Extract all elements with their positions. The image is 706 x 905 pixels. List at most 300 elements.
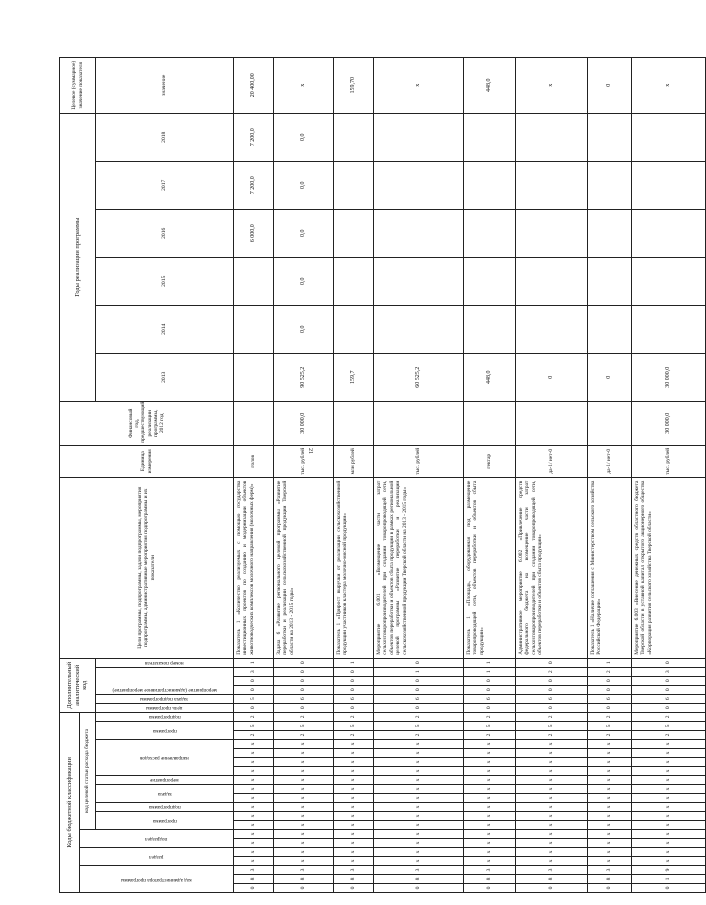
exp-direction-digit: x <box>334 758 374 767</box>
exp-program-digit: x <box>274 812 334 821</box>
year-value-cell: 6 000,0 <box>234 209 274 257</box>
razdel-digit: x <box>374 848 464 857</box>
year-value-cell <box>588 161 632 209</box>
an-program-digit: 5 <box>334 722 374 731</box>
target-value-cell: x <box>632 57 706 113</box>
exp-direction-digit: x <box>632 749 706 758</box>
year-value-cell: 0,0 <box>274 305 334 353</box>
exp-direction-digit: x <box>464 758 516 767</box>
razdel-header: раздел <box>80 848 234 866</box>
target-value-header: значение <box>96 57 234 113</box>
target-value-cell: x <box>274 57 334 113</box>
year-value-cell: 0 <box>516 353 588 401</box>
year-value-cell: 159,7 <box>334 353 374 401</box>
an-program-digit: 5 <box>632 722 706 731</box>
year-value-cell <box>334 161 374 209</box>
exp-subprogram-digit: x <box>588 803 632 812</box>
unit-column-header: Единица измерения <box>60 445 234 477</box>
unit-cell: тыс. рублей <box>274 445 334 477</box>
an-event-digit: 0 <box>274 676 334 685</box>
exp-program-digit: x <box>334 821 374 830</box>
year-header: 2018 <box>96 113 234 161</box>
an-program-digit: 2 <box>588 731 632 740</box>
year-value-cell <box>516 113 588 161</box>
an-program-digit: 5 <box>588 722 632 731</box>
exp-program-digit: x <box>464 821 516 830</box>
exp-direction-digit: x <box>334 767 374 776</box>
exp-direction-digit: x <box>632 767 706 776</box>
an-number-digit: 0 <box>632 658 706 667</box>
an-event-digit: 0 <box>588 676 632 685</box>
year-value-cell: 0 <box>588 353 632 401</box>
an-task-digit: 6 <box>334 694 374 703</box>
admin-code-digit: 3 <box>274 866 334 875</box>
exp-event-digit: x <box>464 776 516 785</box>
exp-task-digit: x <box>274 794 334 803</box>
an-event-digit: 2 <box>588 667 632 676</box>
year-value-cell <box>234 353 274 401</box>
exp-program-digit: x <box>632 812 706 821</box>
exp-direction-digit: x <box>234 740 274 749</box>
table-row <box>274 57 334 892</box>
table-row <box>374 57 464 892</box>
year-value-cell <box>588 209 632 257</box>
exp-program-digit: x <box>588 812 632 821</box>
razdel-digit: x <box>516 848 588 857</box>
an-event-digit: 0 <box>274 667 334 676</box>
podrazdel-digit: x <box>464 830 516 839</box>
year-value-cell <box>464 257 516 305</box>
exp-task-digit: x <box>274 785 334 794</box>
an-goal-digit: 0 <box>632 703 706 712</box>
table-body <box>234 57 706 892</box>
exp-event-digit: x <box>588 776 632 785</box>
admin-code-digit: 0 <box>334 884 374 893</box>
target-value-cell: 448,0 <box>464 57 516 113</box>
target-group-header: Целевое (суммарное) значение показателя <box>60 57 96 113</box>
exp-task-digit: x <box>632 794 706 803</box>
admin-code-digit: 0 <box>588 884 632 893</box>
an-goal-digit: 0 <box>588 703 632 712</box>
exp-event-header: мероприятие <box>96 776 234 785</box>
exp-event-digit: x <box>516 776 588 785</box>
admin-code-digit: 8 <box>274 875 334 884</box>
an-number-header: номер показателя <box>96 658 234 667</box>
table-row <box>234 57 274 892</box>
an-subprogram-digit: 2 <box>588 712 632 721</box>
goals-column-header: Цели программы, подпрограммы, задачи подпрограммы, мероприятия подпрограммы, административные мероприятия подпрограммы и их показатели <box>60 477 234 658</box>
year-value-cell: 90 525,2 <box>274 353 334 401</box>
year-value-cell <box>374 257 464 305</box>
exp-direction-header: направление расходов <box>96 740 234 776</box>
exp-task-digit: x <box>464 794 516 803</box>
an-task-digit: 6 <box>632 694 706 703</box>
year-value-cell: 0,0 <box>274 113 334 161</box>
podrazdel-digit: x <box>464 839 516 848</box>
an-goal-digit: 0 <box>274 703 334 712</box>
indicator-text: Показатель 1 «Площадь, оборудованная под размещение товаропроводящей сети, объектов переработки и объектов сбыта продукции» <box>464 477 516 658</box>
an-program-digit: 5 <box>234 722 274 731</box>
an-program-digit: 2 <box>632 731 706 740</box>
an-program-digit: 2 <box>464 731 516 740</box>
an-event-digit: 0 <box>632 676 706 685</box>
indicator-text: Показатель 1 «Количество реализуемых с помощью государства инвестиционных проектов по созданию и модернизации объектов животноводческих комплексов молочного направления (молочных ферм)» <box>234 477 274 658</box>
an-program-digit: 5 <box>464 722 516 731</box>
an-subprogram-digit: 2 <box>516 712 588 721</box>
exp-subprogram-digit: x <box>334 803 374 812</box>
an-subprogram-digit: 2 <box>464 712 516 721</box>
admin-code-digit: 0 <box>234 884 274 893</box>
an-number-digit: 0 <box>516 658 588 667</box>
year-value-cell <box>632 305 706 353</box>
an-goal-digit: 0 <box>374 703 464 712</box>
an-goal-digit: 0 <box>464 703 516 712</box>
an-event-digit: 0 <box>516 685 588 694</box>
an-subprogram-digit: 2 <box>374 712 464 721</box>
unit-cell: да-1/ нет-0 <box>588 445 632 477</box>
exp-task-digit: x <box>632 785 706 794</box>
exp-event-digit: x <box>234 776 274 785</box>
exp-task-digit: x <box>516 794 588 803</box>
indicator-text: Мероприятие 6.001 «Возмещение части затрат сельхозтоваропроизводителей при создании товаропроводящей сети, объектов переработки и объектов сбыта продукции в рамках региональной целевой программы «Развитие переработки и реализации сельскохозяйственной продукции Тверской области на 2013 - 2015 годы» <box>374 477 464 658</box>
unit-cell: голов <box>234 445 274 477</box>
unit-cell: тыс. рублей <box>632 445 706 477</box>
exp-task-digit: x <box>334 794 374 803</box>
year-value-cell: 7 200,0 <box>234 113 274 161</box>
exp-direction-digit: x <box>374 758 464 767</box>
razdel-digit: x <box>588 848 632 857</box>
admin-code-digit: 9 <box>632 866 706 875</box>
fin-year-cell <box>516 401 588 445</box>
admin-code-digit: 0 <box>632 884 706 893</box>
razdel-digit: x <box>588 857 632 866</box>
admin-code-digit: 0 <box>274 884 334 893</box>
fin-year-cell: 30 000,0 <box>632 401 706 445</box>
exp-direction-digit: x <box>632 758 706 767</box>
year-value-cell <box>588 257 632 305</box>
podrazdel-digit: x <box>588 830 632 839</box>
exp-direction-digit: x <box>234 749 274 758</box>
an-subprogram-digit: 2 <box>234 712 274 721</box>
admin-code-digit: 3 <box>464 866 516 875</box>
year-value-cell <box>234 305 274 353</box>
fin-year-cell <box>374 401 464 445</box>
indicator-text: Показатель 1 «Наличие соглашения с Министерством сельского хозяйства Российской Федерации» <box>588 477 632 658</box>
exp-direction-digit: x <box>464 749 516 758</box>
year-value-cell <box>632 161 706 209</box>
admin-code-digit: 3 <box>516 866 588 875</box>
podrazdel-digit: x <box>374 839 464 848</box>
exp-program-digit: x <box>632 821 706 830</box>
unit-cell: млн рублей <box>334 445 374 477</box>
target-value-cell: 20 400,00 <box>234 57 274 113</box>
an-program-digit: 5 <box>274 722 334 731</box>
an-subprogram-header: подпрограмма <box>96 712 234 721</box>
fin-year-cell <box>234 401 274 445</box>
an-event-digit: 0 <box>588 685 632 694</box>
razdel-digit: x <box>464 857 516 866</box>
table-row <box>632 57 706 892</box>
exp-direction-digit: x <box>374 740 464 749</box>
admin-code-digit: 1 <box>632 875 706 884</box>
an-task-digit: 6 <box>374 694 464 703</box>
podrazdel-digit: x <box>234 839 274 848</box>
analytic-group-header: Дополнительный аналитический код <box>60 658 96 712</box>
an-task-digit: 6 <box>588 694 632 703</box>
podrazdel-digit: x <box>374 830 464 839</box>
exp-program-digit: x <box>234 812 274 821</box>
exp-task-digit: x <box>234 785 274 794</box>
indicator-text: Показатель 1 «Прирост выручки от реализации сельскохозяйственной продукции участников кластера молочно-мясной продукции» <box>334 477 374 658</box>
exp-program-digit: x <box>274 821 334 830</box>
exp-program-digit: x <box>516 821 588 830</box>
podrazdel-digit: x <box>588 839 632 848</box>
an-event-digit: 0 <box>464 685 516 694</box>
year-value-cell: 7 200,0 <box>234 161 274 209</box>
exp-direction-digit: x <box>274 767 334 776</box>
razdel-digit: x <box>334 857 374 866</box>
indicator-text: Мероприятие 6.003 «Внесение денежных средств областного бюджета Тверской области в уставной капитал открытого акционерного общества «Корпорация развития сельского хозяйства Тверской области» <box>632 477 706 658</box>
razdel-digit: x <box>632 857 706 866</box>
exp-direction-digit: x <box>632 740 706 749</box>
admin-code-header: код администратора программы <box>80 866 234 893</box>
year-value-cell <box>632 257 706 305</box>
an-event-digit: 0 <box>274 685 334 694</box>
fin-year-cell <box>588 401 632 445</box>
year-value-cell: 30 000,0 <box>632 353 706 401</box>
podrazdel-digit: x <box>274 839 334 848</box>
exp-task-digit: x <box>588 785 632 794</box>
admin-code-digit: 3 <box>234 866 274 875</box>
razdel-digit: x <box>464 848 516 857</box>
year-value-cell <box>464 305 516 353</box>
target-value-cell: x <box>516 57 588 113</box>
an-program-digit: 2 <box>516 731 588 740</box>
exp-direction-digit: x <box>588 740 632 749</box>
razdel-digit: x <box>234 857 274 866</box>
year-header: 2014 <box>96 305 234 353</box>
year-value-cell <box>516 257 588 305</box>
an-program-digit: 5 <box>374 722 464 731</box>
an-goal-header: цель программы <box>96 703 234 712</box>
an-task-digit: 5 <box>234 694 274 703</box>
admin-code-digit: 0 <box>516 884 588 893</box>
an-subprogram-digit: 2 <box>274 712 334 721</box>
year-value-cell <box>588 113 632 161</box>
exp-subprogram-digit: x <box>464 803 516 812</box>
an-goal-digit: 0 <box>234 703 274 712</box>
exp-direction-digit: x <box>334 749 374 758</box>
year-header: 2017 <box>96 161 234 209</box>
an-event-digit: 0 <box>234 676 274 685</box>
an-event-digit: 0 <box>334 685 374 694</box>
year-value-cell <box>464 113 516 161</box>
admin-code-digit: 0 <box>374 884 464 893</box>
years-group-header: Годы реализации программы <box>60 113 96 401</box>
admin-code-digit: 8 <box>464 875 516 884</box>
an-task-digit: 6 <box>516 694 588 703</box>
fin-year-cell <box>334 401 374 445</box>
exp-task-digit: x <box>374 794 464 803</box>
page-number: 21 <box>307 448 313 454</box>
year-value-cell <box>334 113 374 161</box>
exp-task-digit: x <box>234 794 274 803</box>
year-value-cell <box>464 161 516 209</box>
an-number-digit: 1 <box>588 658 632 667</box>
year-value-cell: 0,0 <box>274 209 334 257</box>
admin-code-digit: 8 <box>588 875 632 884</box>
fin-year-column-header: Финансовый год, предшествующий реализации программы, 2012 год <box>60 401 234 445</box>
year-value-cell: 0,0 <box>274 161 334 209</box>
an-event-digit: 0 <box>516 676 588 685</box>
an-event-digit: 1 <box>374 667 464 676</box>
exp-subprogram-digit: x <box>632 803 706 812</box>
podrazdel-digit: x <box>274 830 334 839</box>
fin-year-cell <box>464 401 516 445</box>
rotated-table-wrapper <box>59 60 672 893</box>
exp-program-digit: x <box>234 821 274 830</box>
an-program-digit: 2 <box>334 731 374 740</box>
exp-subprogram-digit: x <box>274 803 334 812</box>
exp-direction-digit: x <box>274 758 334 767</box>
year-value-cell <box>374 161 464 209</box>
exp-direction-digit: x <box>274 740 334 749</box>
razdel-digit: x <box>334 848 374 857</box>
an-task-digit: 6 <box>274 694 334 703</box>
year-value-cell <box>588 305 632 353</box>
exp-task-header: задача <box>96 785 234 803</box>
an-event-digit: 0 <box>374 676 464 685</box>
an-event-digit: 0 <box>334 676 374 685</box>
table-row <box>334 57 374 892</box>
table-row <box>464 57 516 892</box>
an-event-digit: 0 <box>374 685 464 694</box>
year-value-cell <box>374 305 464 353</box>
table-row <box>516 57 588 892</box>
target-value-cell: 159,70 <box>334 57 374 113</box>
exp-direction-digit: x <box>464 740 516 749</box>
exp-direction-digit: x <box>516 767 588 776</box>
exp-task-digit: x <box>588 794 632 803</box>
year-value-cell <box>632 209 706 257</box>
exp-program-digit: x <box>334 812 374 821</box>
an-program-header: программа <box>96 722 234 740</box>
year-header: 2015 <box>96 257 234 305</box>
an-goal-digit: 0 <box>334 703 374 712</box>
year-header: 2013 <box>96 353 234 401</box>
exp-event-digit: x <box>632 776 706 785</box>
exp-program-digit: x <box>374 821 464 830</box>
exp-program-header: программа <box>96 812 234 830</box>
an-number-digit: 1 <box>464 658 516 667</box>
year-value-cell: 448,0 <box>464 353 516 401</box>
an-number-digit: 1 <box>334 658 374 667</box>
razdel-digit: x <box>234 848 274 857</box>
exp-direction-digit: x <box>588 758 632 767</box>
year-header: 2016 <box>96 209 234 257</box>
exp-subprogram-digit: x <box>374 803 464 812</box>
unit-cell: да-1/ нет-0 <box>516 445 588 477</box>
exp-direction-digit: x <box>588 749 632 758</box>
exp-program-digit: x <box>588 821 632 830</box>
exp-direction-digit: x <box>516 758 588 767</box>
razdel-digit: x <box>632 848 706 857</box>
exp-direction-digit: x <box>374 767 464 776</box>
exp-program-digit: x <box>374 812 464 821</box>
podrazdel-digit: x <box>234 830 274 839</box>
an-event-digit: 0 <box>234 685 274 694</box>
podrazdel-digit: x <box>632 839 706 848</box>
exp-subprogram-digit: x <box>234 803 274 812</box>
an-event-digit: 0 <box>464 676 516 685</box>
year-value-cell <box>234 257 274 305</box>
an-number-digit: 1 <box>234 658 274 667</box>
admin-code-digit: 8 <box>516 875 588 884</box>
year-value-cell <box>516 305 588 353</box>
an-event-digit: 2 <box>516 667 588 676</box>
admin-code-digit: 8 <box>234 875 274 884</box>
podrazdel-header: подраздел <box>80 830 234 848</box>
year-value-cell <box>334 305 374 353</box>
exp-direction-digit: x <box>374 749 464 758</box>
year-value-cell: 60 525,2 <box>374 353 464 401</box>
year-value-cell <box>464 209 516 257</box>
target-value-cell: 0 <box>588 57 632 113</box>
an-goal-digit: 0 <box>516 703 588 712</box>
razdel-digit: x <box>274 848 334 857</box>
podrazdel-digit: x <box>516 830 588 839</box>
podrazdel-digit: x <box>632 830 706 839</box>
exp-program-digit: x <box>464 812 516 821</box>
exp-direction-digit: x <box>516 740 588 749</box>
exp-subprogram-digit: x <box>516 803 588 812</box>
exp-task-digit: x <box>334 785 374 794</box>
admin-code-digit: 0 <box>464 884 516 893</box>
codes-group-header: Коды бюджетной классификации <box>60 712 80 892</box>
an-event-digit: 0 <box>632 685 706 694</box>
admin-code-digit: 8 <box>374 875 464 884</box>
year-value-cell <box>374 113 464 161</box>
an-event-digit: 1 <box>464 667 516 676</box>
exp-task-digit: x <box>374 785 464 794</box>
exp-direction-digit: x <box>334 740 374 749</box>
admin-code-digit: 8 <box>334 875 374 884</box>
year-value-cell <box>334 209 374 257</box>
exp-event-digit: x <box>374 776 464 785</box>
exp-direction-digit: x <box>464 767 516 776</box>
an-event-digit: 0 <box>334 667 374 676</box>
an-program-digit: 2 <box>234 731 274 740</box>
an-program-digit: 2 <box>274 731 334 740</box>
admin-code-digit: 3 <box>588 866 632 875</box>
target-value-cell: x <box>374 57 464 113</box>
razdel-digit: x <box>374 857 464 866</box>
year-value-cell <box>334 257 374 305</box>
razdel-digit: x <box>274 857 334 866</box>
an-task-header: задача подпрограммы <box>96 694 234 703</box>
razdel-digit: x <box>516 857 588 866</box>
unit-cell: тыс. рублей <box>374 445 464 477</box>
unit-cell: гектар <box>464 445 516 477</box>
program-indicators-table <box>59 57 706 893</box>
indicator-text: Административное мероприятие 6.002 «Привлечение средств федерального бюджета на возмещение части затрат сельхозтоваропроизводителей при создании товаропроводящей сети, объектов переработки и объектов сбыта продукции» <box>516 477 588 658</box>
exp-direction-digit: x <box>516 749 588 758</box>
exp-direction-digit: x <box>234 758 274 767</box>
year-value-cell <box>516 161 588 209</box>
an-number-digit: 0 <box>274 658 334 667</box>
exp-program-digit: x <box>516 812 588 821</box>
year-value-cell <box>516 209 588 257</box>
